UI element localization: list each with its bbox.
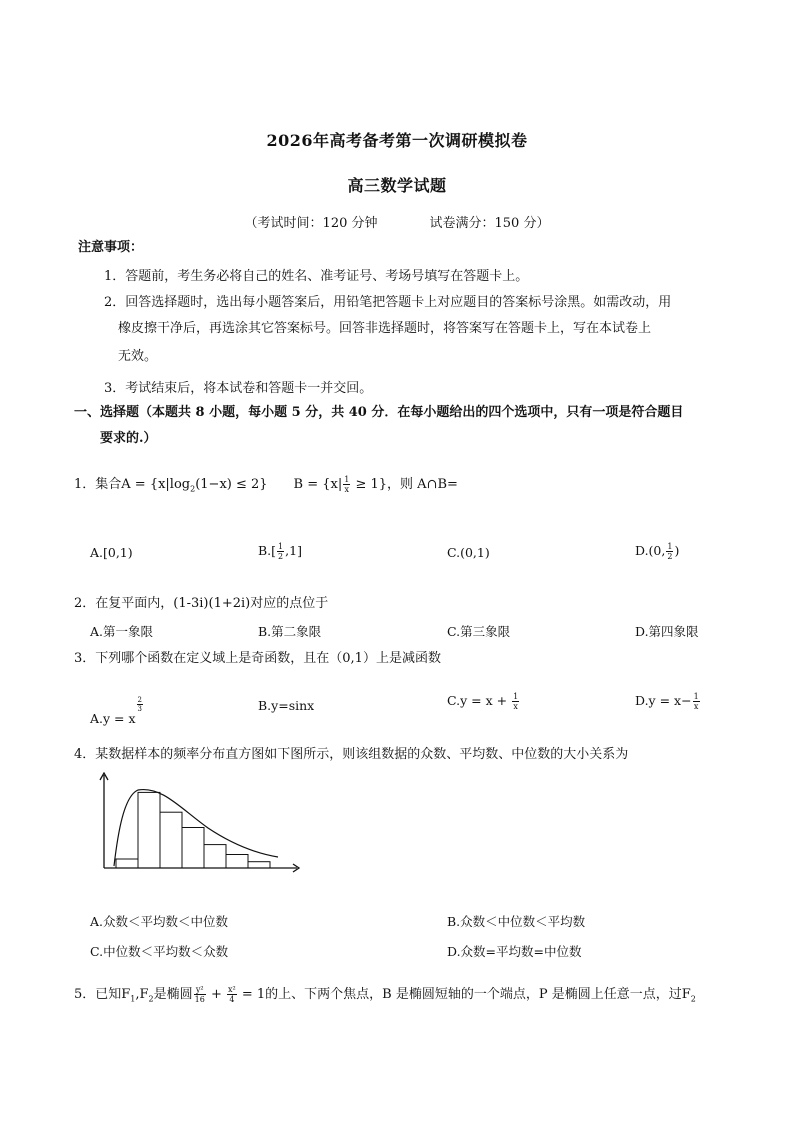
section-heading: 一、选择题（本题共 8 小题，每小题 5 分，共 40 分．在每小题给出的四个选项中，只有一项是符合题目 [74,405,684,420]
question-1-stem [74,472,458,503]
notice-item-2-cont: 橡皮擦干净后，再选涂其它答案标号。回答非选择题时，将答案写在答题卡上，写在本试卷上 [118,321,652,336]
exam-info: （考试时间：120 分钟 试卷满分：150 分） [244,216,550,231]
q1-b-open: B.[ [258,543,277,558]
histogram-bar-3 [160,812,182,868]
q1-frac-den: x [344,485,350,494]
notice-item-1: 1．答题前，考生务必将自己的姓名、准考证号、考场号填写在答题卡上。 [104,269,529,284]
q1-b-den: 2 [278,552,284,561]
q2-option-c: C.第三象限 [447,624,511,639]
histogram-bar-7 [248,862,270,868]
histogram-bar-6 [226,855,248,869]
histogram-bar-4 [182,828,204,869]
q3-option-b: B.y=sinx [258,698,315,713]
q1-option-a: A.[0,1) [90,545,133,560]
q3-option-d [635,692,701,711]
q1-log-base: 2 [190,484,196,494]
q1-d-close: ) [674,543,680,558]
question-2-stem: 2．在复平面内，(1-3i)(1+2i)对应的点位于 [74,596,329,611]
q2-option-a: A.第一象限 [90,624,154,639]
q5-text-d: + [206,987,227,1002]
exam-title: 2026年高考备考第一次调研模拟卷 [266,131,528,150]
frequency-histogram [92,772,304,876]
notice-item-2-end: 无效。 [118,349,158,364]
q5-text-b: ,F [135,987,149,1002]
q2-option-b: B.第二象限 [258,624,322,639]
q3-a-den: 3 [137,705,143,713]
q3-c-text: C.y = x + [447,693,508,708]
q1-text-c: (1−x) ≤ 2} B = {x| [195,477,343,492]
q5-f1-num: y² [194,985,206,995]
q5-text-e: = 1的上、下两个焦点，B 是椭圆短轴的一个端点，P 是椭圆上任意一点，过F [237,987,691,1002]
q1-b-close: ,1] [285,543,302,558]
q1-fraction [343,475,350,494]
q5-sub-2: 2 [148,994,154,1004]
histogram-bar-2 [138,792,160,868]
q1-option-c: C.(0,1) [447,545,490,560]
q1-d-den: 2 [667,552,673,561]
q1-d-fraction [666,542,673,561]
q3-a-text: A.y = x [90,711,136,726]
q3-d-num: 1 [693,692,699,701]
notice-item-2: 2．回答选择题时，选出每小题答案后，用铅笔把答题卡上对应题目的答案标号涂黑。如需改动，用 [104,295,672,310]
q1-option-b [258,542,302,561]
q5-f2-num: x² [228,985,236,994]
q3-a-exponent [137,696,143,713]
q4-option-c: C.中位数＜平均数＜众数 [90,944,229,959]
q3-d-fraction [693,692,700,711]
q1-d-num: 1 [667,542,673,551]
q3-c-fraction [512,692,519,711]
q3-d-den: x [693,702,699,711]
q3-d-text: D.y = x− [635,693,692,708]
q5-fraction-1 [194,985,206,1004]
q1-frac-num: 1 [344,475,350,484]
section-heading-cont: 要求的.） [100,431,157,446]
q1-d-open: D.(0, [635,543,666,558]
q5-text-a: 5．已知F [74,987,131,1002]
notice-item-3: 3．考试结束后，将本试卷和答题卡一并交回。 [104,381,373,396]
q2-option-d: D.第四象限 [635,624,699,639]
exam-subtitle: 高三数学试题 [347,176,447,195]
q4-option-b: B.众数＜中位数＜平均数 [447,914,586,929]
histogram-bar-1 [116,859,138,868]
q3-option-a [90,696,144,726]
q5-f1-den: 16 [194,995,205,1004]
q4-option-d: D.众数=平均数=中位数 [447,944,582,959]
q5-sub-1: 1 [130,994,136,1004]
q1-b-num: 1 [278,542,284,551]
q4-option-a: A.众数＜平均数＜中位数 [90,914,229,929]
q5-f2-den: 4 [229,995,235,1004]
q5-sub-3: 2 [690,994,696,1004]
q1-b-fraction [277,542,284,561]
q3-c-den: x [513,702,518,711]
q3-a-num: 2 [137,696,143,704]
q3-c-num: 1 [513,692,519,701]
question-3-stem: 3．下列哪个函数在定义域上是奇函数，且在（0,1）上是减函数 [74,651,441,666]
q1-option-d [635,542,679,561]
q5-text-c: 是椭圆 [153,987,193,1002]
question-4-stem: 4．某数据样本的频率分布直方图如下图所示，则该组数据的众数、平均数、中位数的大小关系为 [74,747,629,762]
q3-option-c [447,692,520,711]
q5-fraction-2 [227,985,237,1004]
histogram-bar-5 [204,845,226,868]
q1-text-d: ≥ 1}，则 A∩B= [351,477,458,492]
notice-heading: 注意事项： [78,240,144,255]
q1-text-a: 1．集合A = {x|log [74,477,191,492]
histogram-bars [116,792,270,868]
question-5-stem [74,982,696,1013]
